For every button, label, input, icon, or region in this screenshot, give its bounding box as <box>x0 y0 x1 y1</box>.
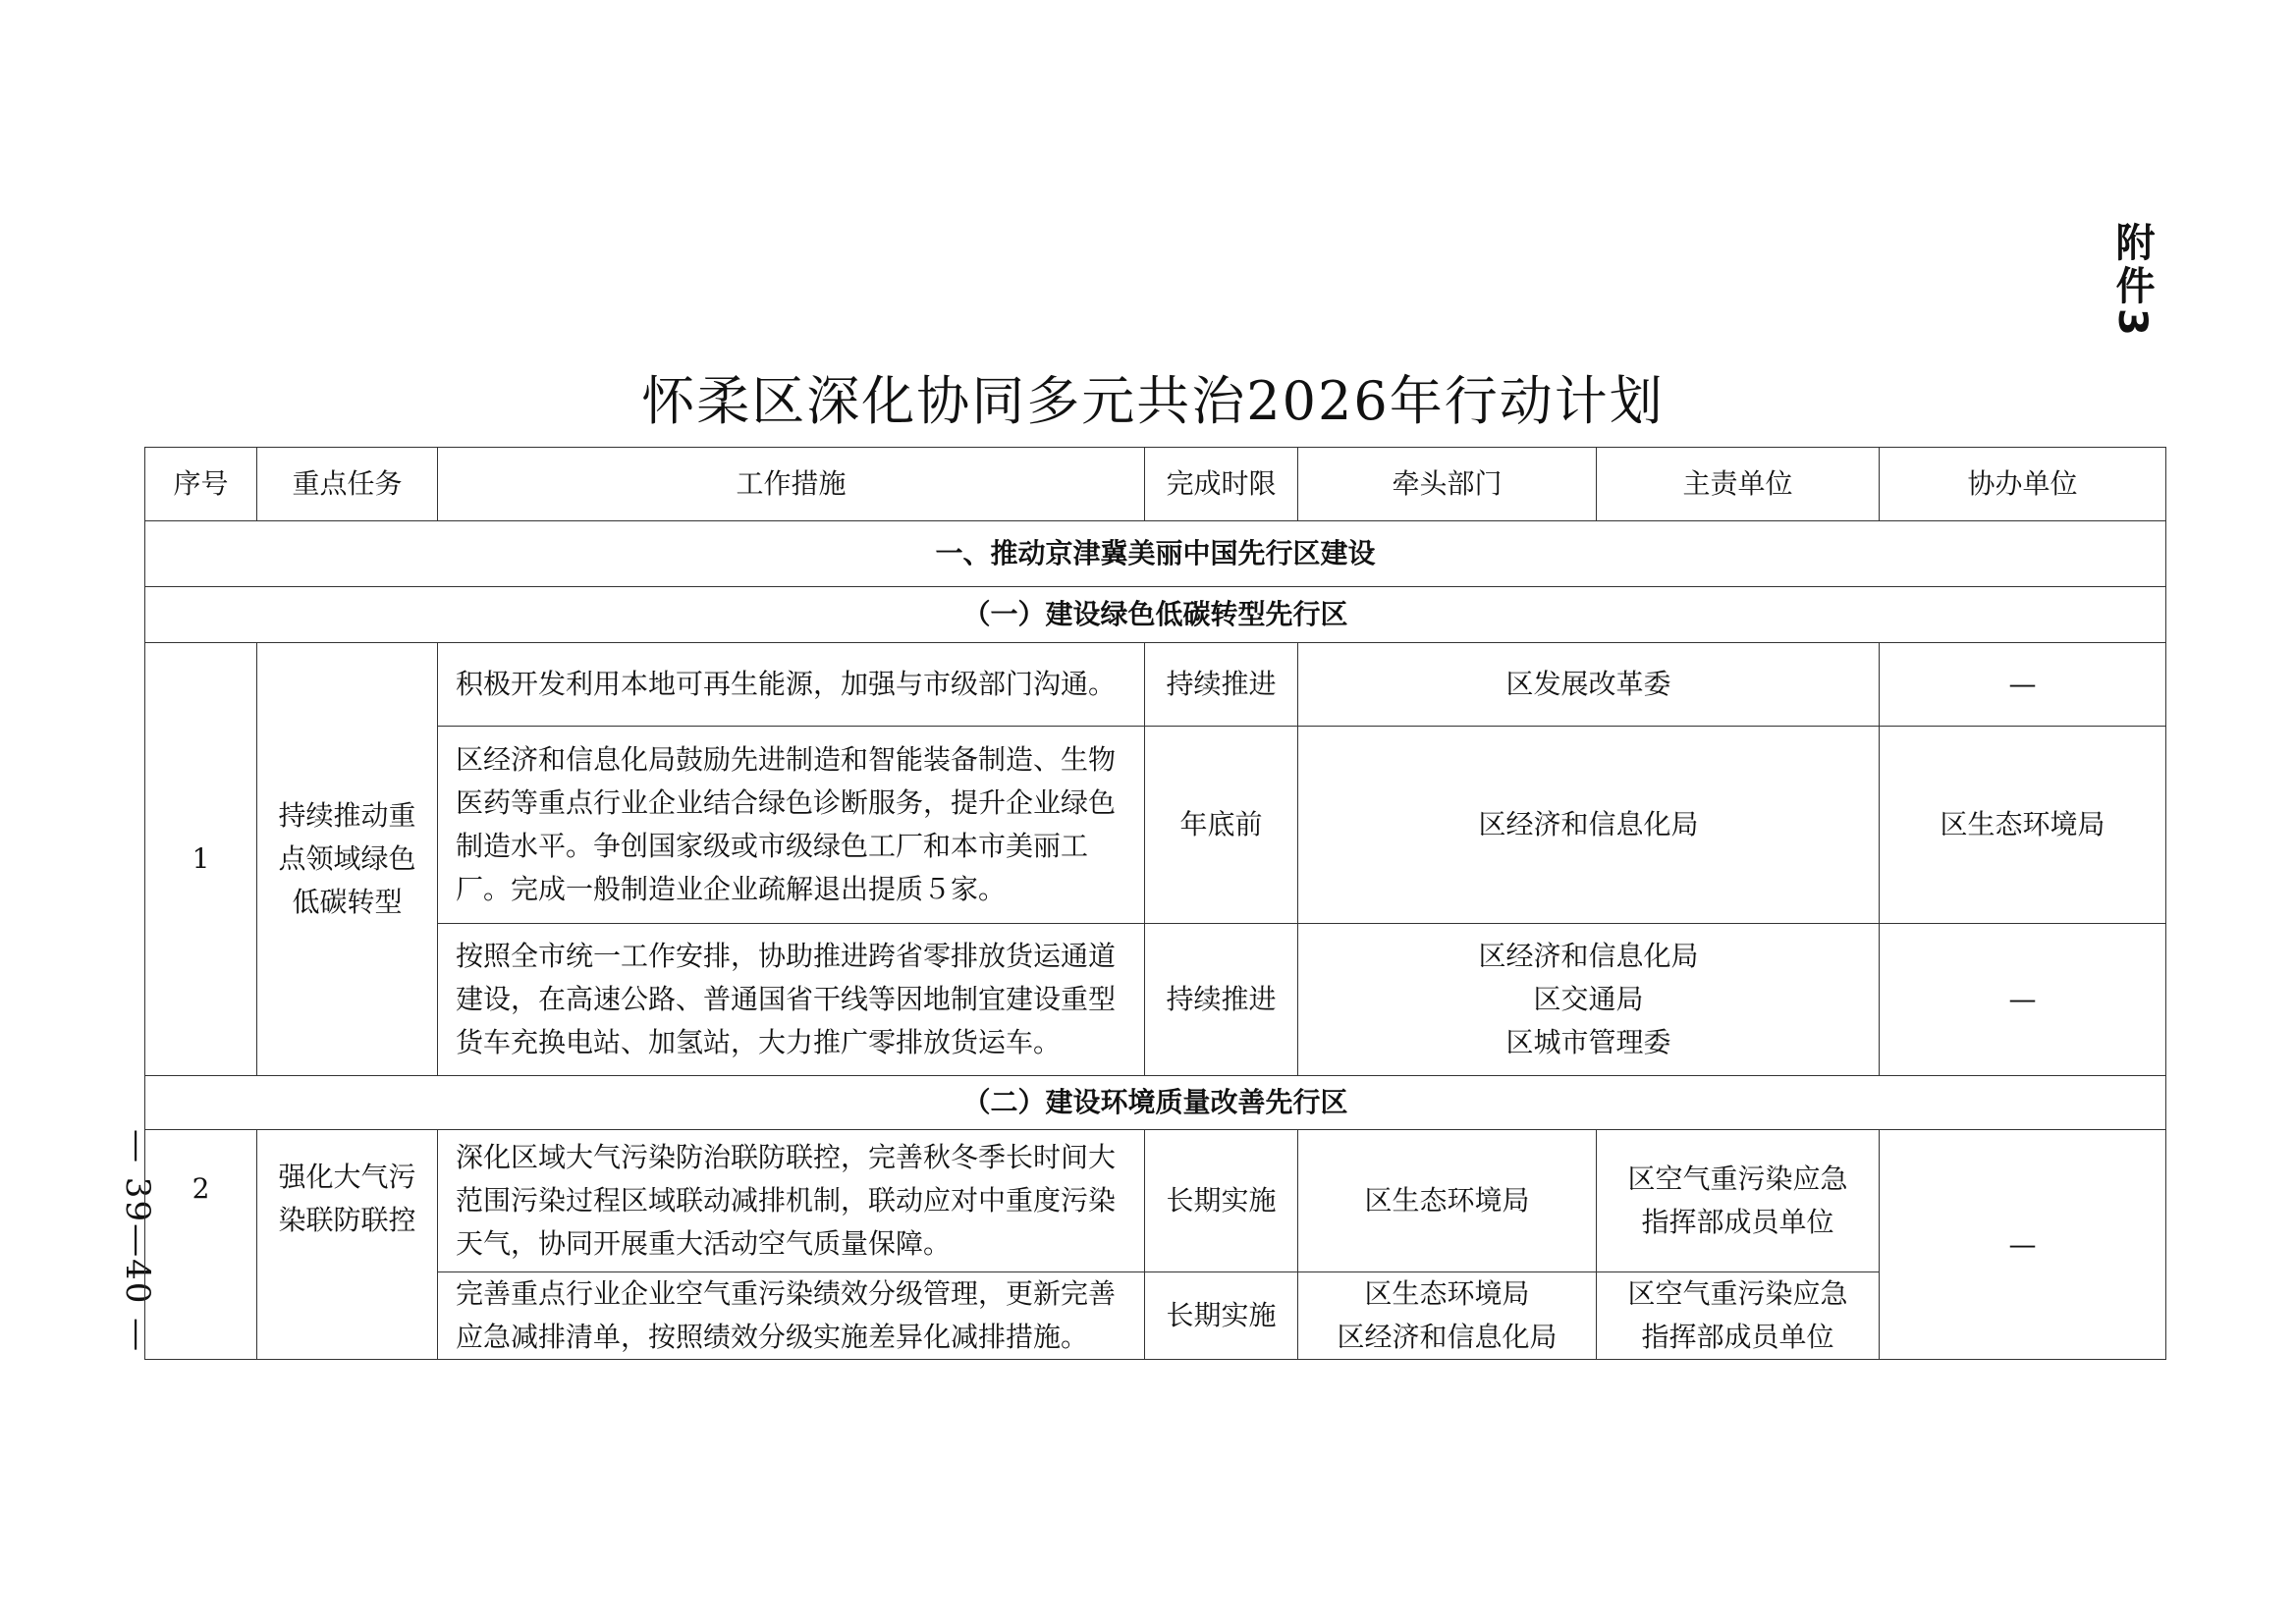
responsible-unit-line: 区空气重污染应急 <box>1627 1277 1848 1310</box>
work-measure: 深化区域大气污染防治联防联控，完善秋冬季长时间大范围污染过程区域联动减排机制，联动应对中重度污染天气，协同开展重大活动空气质量保障。 <box>438 1130 1145 1272</box>
support-unit: — <box>1880 924 2166 1076</box>
lead-department-line: 区城市管理委 <box>1505 1026 1671 1058</box>
lead-department-line: 区交通局 <box>1533 983 1644 1015</box>
attachment-label: 附件3 <box>2109 222 2155 340</box>
section-heading: 一、推动京津冀美丽中国先行区建设 <box>145 521 2166 587</box>
support-unit: 区生态环境局 <box>1880 727 2166 924</box>
header-cell: 牵头部门 <box>1298 448 1597 521</box>
lead-department: 区生态环境局 <box>1298 1130 1597 1272</box>
support-unit: — <box>1880 643 2166 727</box>
item-number: 2 <box>145 1130 257 1360</box>
lead-department-line: 区生态环境局 <box>1364 1277 1530 1310</box>
responsible-unit <box>1597 1272 1880 1360</box>
header-cell: 工作措施 <box>438 448 1145 521</box>
table-header-row <box>145 448 2166 521</box>
header-cell: 完成时限 <box>1145 448 1298 521</box>
deadline: 长期实施 <box>1145 1272 1298 1360</box>
header-cell: 序号 <box>145 448 257 521</box>
header-cell: 重点任务 <box>257 448 438 521</box>
deadline: 持续推进 <box>1145 924 1298 1076</box>
document-title: 怀柔区深化协同多元共治2026年行动计划 <box>641 370 1665 432</box>
responsible-unit-line: 指挥部成员单位 <box>1641 1206 1834 1238</box>
section-row <box>145 521 2166 587</box>
header-cell: 主责单位 <box>1597 448 1880 521</box>
lead-department-line: 区经济和信息化局 <box>1478 940 1699 972</box>
lead-department: 区经济和信息化局 <box>1298 727 1880 924</box>
subsection-row <box>145 1076 2166 1130</box>
support-unit: — <box>1880 1130 2166 1360</box>
lead-department <box>1298 924 1880 1076</box>
header-cell: 协办单位 <box>1880 448 2166 521</box>
action-plan-table <box>144 447 2166 1360</box>
table-row <box>145 1272 2166 1360</box>
table-row <box>145 1130 2166 1272</box>
work-measure: 区经济和信息化局鼓励先进制造和智能装备制造、生物医药等重点行业企业结合绿色诊断服务，提升企业绿色制造水平。争创国家级或市级绿色工厂和本市美丽工厂。完成一般制造业企业疏解退出提质５家。 <box>438 727 1145 924</box>
key-task: 持续推动重点领域绿色低碳转型 <box>257 643 438 1076</box>
subsection-heading: （二）建设环境质量改善先行区 <box>145 1076 2166 1130</box>
table-row <box>145 924 2166 1076</box>
deadline: 持续推进 <box>1145 643 1298 727</box>
lead-department <box>1298 1272 1597 1360</box>
key-task: 强化大气污染联防联控 <box>257 1130 438 1360</box>
table-row <box>145 727 2166 924</box>
work-measure: 按照全市统一工作安排，协助推进跨省零排放货运通道建设，在高速公路、普通国省干线等因地制宜建设重型货车充换电站、加氢站，大力推广零排放货运车。 <box>438 924 1145 1076</box>
lead-department-line: 区经济和信息化局 <box>1337 1321 1558 1353</box>
responsible-unit-line: 指挥部成员单位 <box>1641 1321 1834 1353</box>
deadline: 年底前 <box>1145 727 1298 924</box>
subsection-row <box>145 587 2166 643</box>
subsection-heading: （一）建设绿色低碳转型先行区 <box>145 587 2166 643</box>
work-measure: 积极开发利用本地可再生能源，加强与市级部门沟通。 <box>438 643 1145 727</box>
table-row <box>145 643 2166 727</box>
item-number: 1 <box>145 643 257 1076</box>
page-number: — 39—40 — <box>118 1129 157 1354</box>
lead-department: 区发展改革委 <box>1298 643 1880 727</box>
work-measure: 完善重点行业企业空气重污染绩效分级管理，更新完善应急减排清单，按照绩效分级实施差异化减排措施。 <box>438 1272 1145 1360</box>
responsible-unit <box>1597 1130 1880 1272</box>
deadline: 长期实施 <box>1145 1130 1298 1272</box>
responsible-unit-line: 区空气重污染应急 <box>1627 1163 1848 1195</box>
